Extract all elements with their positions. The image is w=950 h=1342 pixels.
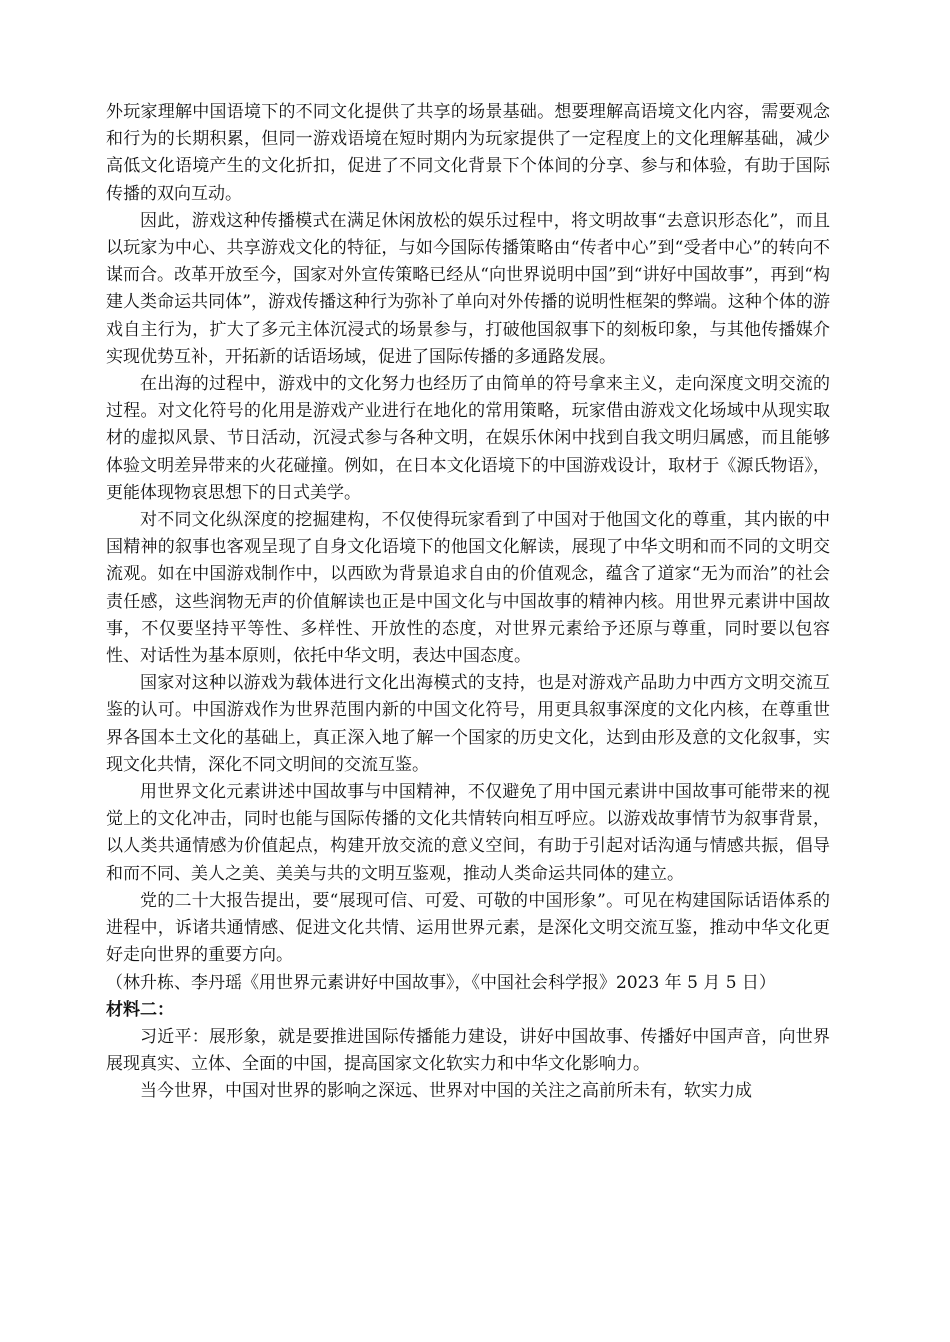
paragraph-3: 在出海的过程中，游戏中的文化努力也经历了由简单的符号拿来主义，走向深度文明交流的过程。对文化符号的化用是游戏产业进行在地化的常用策略，玩家借由游戏文化场域中从现实取材的虚拟风景、节日活动，沉浸式参与各种文明，在娱乐休闲中找到自我文明归属感，而且能够体验文明差异带来的火花碰撞。例如，在日本文化语境下的中国游戏设计，取材于《源氏物语》，更能体现物哀思想下的日式美学。 [106,374,830,503]
section-heading: 材料二： [106,999,174,1020]
source-citation: （林升栋、李丹瑶《用世界元素讲好中国故事》，《中国社会科学报》2023 年 5 月 5 日） [106,972,776,993]
paragraph-7: 党的二十大报告提出，要“展现可信、可爱、可敬的中国形象”。可见在构建国际话语体系的进程中，诉诸共通情感、促进文化共情、运用世界元素，是深化文明交流互鉴，推动中华文化更好走向世界的重要方向。 [106,890,830,966]
paragraph-2: 因此，游戏这种传播模式在满足休闲放松的娱乐过程中，将文明故事“去意识形态化”，而且以玩家为中心、共享游戏文化的特征，与如今国际传播策略由“传者中心”到“受者中心”的转向不谋而合。改革开放至今，国家对外宣传策略已经从“向世界说明中国”到“讲好中国故事”，再到“构建人类命运共同体”，游戏传播这种行为弥补了单向对外传播的说明性框架的弊端。这种个体的游戏自主行为，扩大了多元主体沉浸式的场景参与，打破他国叙事下的刻板印象，与其他传播媒介实现优势互补，开拓新的话语场域，促进了国际传播的多通路发展。 [106,210,830,367]
document-page [106,99,830,1106]
section-paragraph-2: 当今世界，中国对世界的影响之深远、世界对中国的关注之高前所未有，软实力成 [140,1081,752,1102]
paragraph-5: 国家对这种以游戏为载体进行文化出海模式的支持，也是对游戏产品助力中西方文明交流互鉴的认可。中国游戏作为世界范围内新的中国文化符号，用更具叙事深度的文化内核，在尊重世界各国本土文化的基础上，真正深入地了解一个国家的历史文化，达到由形及意的文化叙事，实现文化共情，深化不同文明间的交流互鉴。 [106,673,830,775]
paragraph-6: 用世界文化元素讲述中国故事与中国精神，不仅避免了用中国元素讲中国故事可能带来的视觉上的文化冲击，同时也能与国际传播的文化共情转向相互呼应。以游戏故事情节为叙事背景，以人类共通情感为价值起点，构建开放交流的意义空间，有助于引起对话沟通与情感共振，倡导和而不同、美人之美、美美与共的文明互鉴观，推动人类命运共同体的建立。 [106,782,830,884]
paragraph-1: 外玩家理解中国语境下的不同文化提供了共享的场景基础。想要理解高语境文化内容，需要观念和行为的长期积累，但同一游戏语境在短时期内为玩家提供了一定程度上的文化理解基础，减少高低文化语境产生的文化折扣，促进了不同文化背景下个体间的分享、参与和体验，有助于国际传播的双向互动。 [106,102,830,204]
section-paragraph-1: 习近平：展形象，就是要推进国际传播能力建设，讲好中国故事、传播好中国声音，向世界展现真实、立体、全面的中国，提高国家文化软实力和中华文化影响力。 [106,1026,830,1075]
paragraph-4: 对不同文化纵深度的挖掘建构，不仅使得玩家看到了中国对于他国文化的尊重，其内嵌的中国精神的叙事也客观呈现了自身文化语境下的他国文化解读，展现了中华文明和而不同的文明交流观。如在中国游戏制作中，以西欧为背景追求自由的价值观念，蕴含了道家“无为而治”的社会责任感，这些润物无声的价值解读也正是中国文化与中国故事的精神内核。用世界元素讲中国故事，不仅要坚持平等性、多样性、开放性的态度，对世界元素给予还原与尊重，同时要以包容性、对话性为基本原则，依托中华文明，表达中国态度。 [106,510,830,667]
